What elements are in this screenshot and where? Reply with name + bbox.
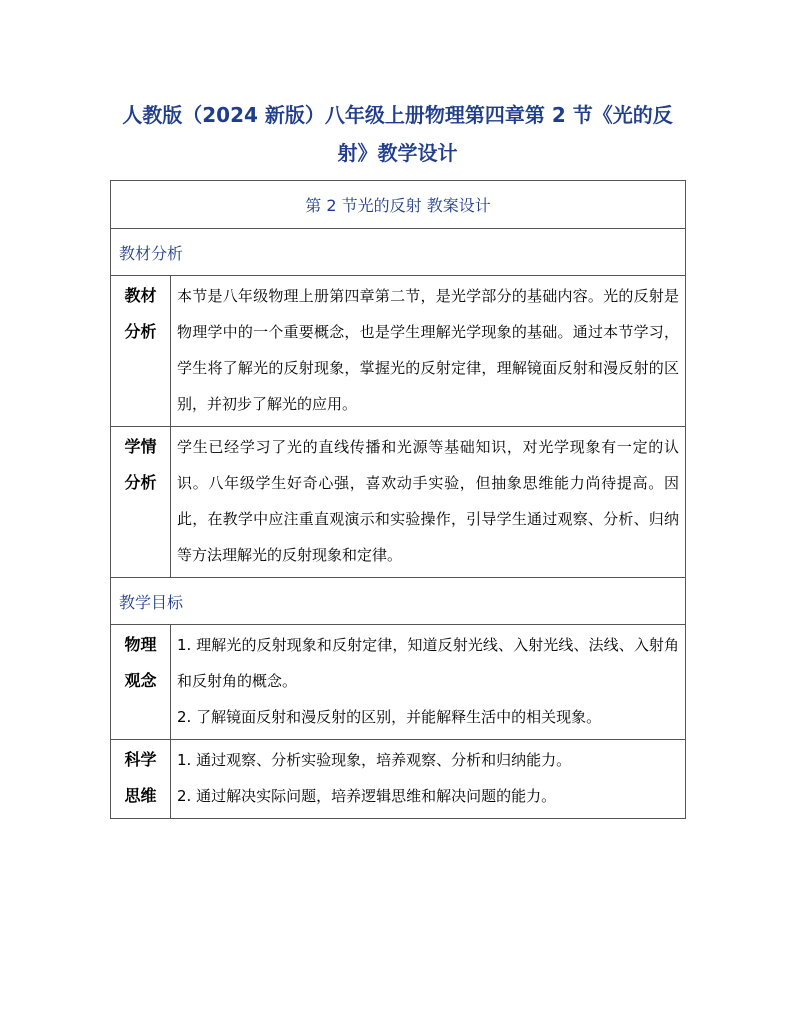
section-heading-teaching-goals: 教学目标	[111, 578, 686, 625]
row-label-line: 物理	[124, 635, 157, 654]
table-row	[111, 276, 686, 427]
row-content-student-analysis	[171, 427, 686, 578]
section-row-material-analysis	[111, 229, 686, 276]
section-row-teaching-goals	[111, 578, 686, 625]
document-title: 人教版（2024 新版）八年级上册物理第四章第 2 节《光的反射》教学设计	[122, 103, 673, 165]
table-row	[111, 740, 686, 819]
row-label-line: 学情	[124, 437, 157, 456]
row-content-textbook-analysis	[171, 276, 686, 427]
table-caption: 第 2 节光的反射 教案设计	[111, 181, 686, 229]
row-label-line: 观念	[124, 671, 157, 690]
section-heading-material-analysis: 教材分析	[111, 229, 686, 276]
goal-item: 2. 了解镜面反射和漫反射的区别，并能解释生活中的相关现象。	[177, 708, 602, 726]
table-row	[111, 625, 686, 740]
paragraph: 学生已经学习了光的直线传播和光源等基础知识，对光学现象有一定的认识。八年级学生好奇心强，喜欢动手实验，但抽象思维能力尚待提高。因此，在教学中应注重直观演示和实验操作，引导学生通过观察、分析、归纳等方法理解光的反射现象和定律。	[177, 438, 680, 564]
table-caption-row	[111, 181, 686, 229]
row-label-student-analysis	[111, 427, 171, 578]
row-label-line: 思维	[124, 786, 157, 805]
row-label-line: 科学	[124, 750, 157, 769]
row-content-physics-concept	[171, 625, 686, 740]
row-label-line: 教材	[124, 286, 157, 305]
goal-item: 1. 理解光的反射现象和反射定律，知道反射光线、入射光线、法线、入射角和反射角的概念。	[177, 636, 680, 690]
goal-item: 1. 通过观察、分析实验现象，培养观察、分析和归纳能力。	[177, 751, 572, 769]
row-label-scientific-thinking	[111, 740, 171, 819]
row-label-textbook-analysis	[111, 276, 171, 427]
goal-item: 2. 通过解决实际问题，培养逻辑思维和解决问题的能力。	[177, 787, 557, 805]
row-label-line: 分析	[124, 322, 157, 341]
paragraph: 本节是八年级物理上册第四章第二节，是光学部分的基础内容。光的反射是物理学中的一个重要概念，也是学生理解光学现象的基础。通过本节学习，学生将了解光的反射现象，掌握光的反射定律，理解镜面反射和漫反射的区别，并初步了解光的应用。	[177, 287, 680, 413]
row-label-physics-concept	[111, 625, 171, 740]
table-row	[111, 427, 686, 578]
row-label-line: 分析	[124, 473, 157, 492]
row-content-scientific-thinking	[171, 740, 686, 819]
lesson-plan-table	[110, 180, 686, 819]
